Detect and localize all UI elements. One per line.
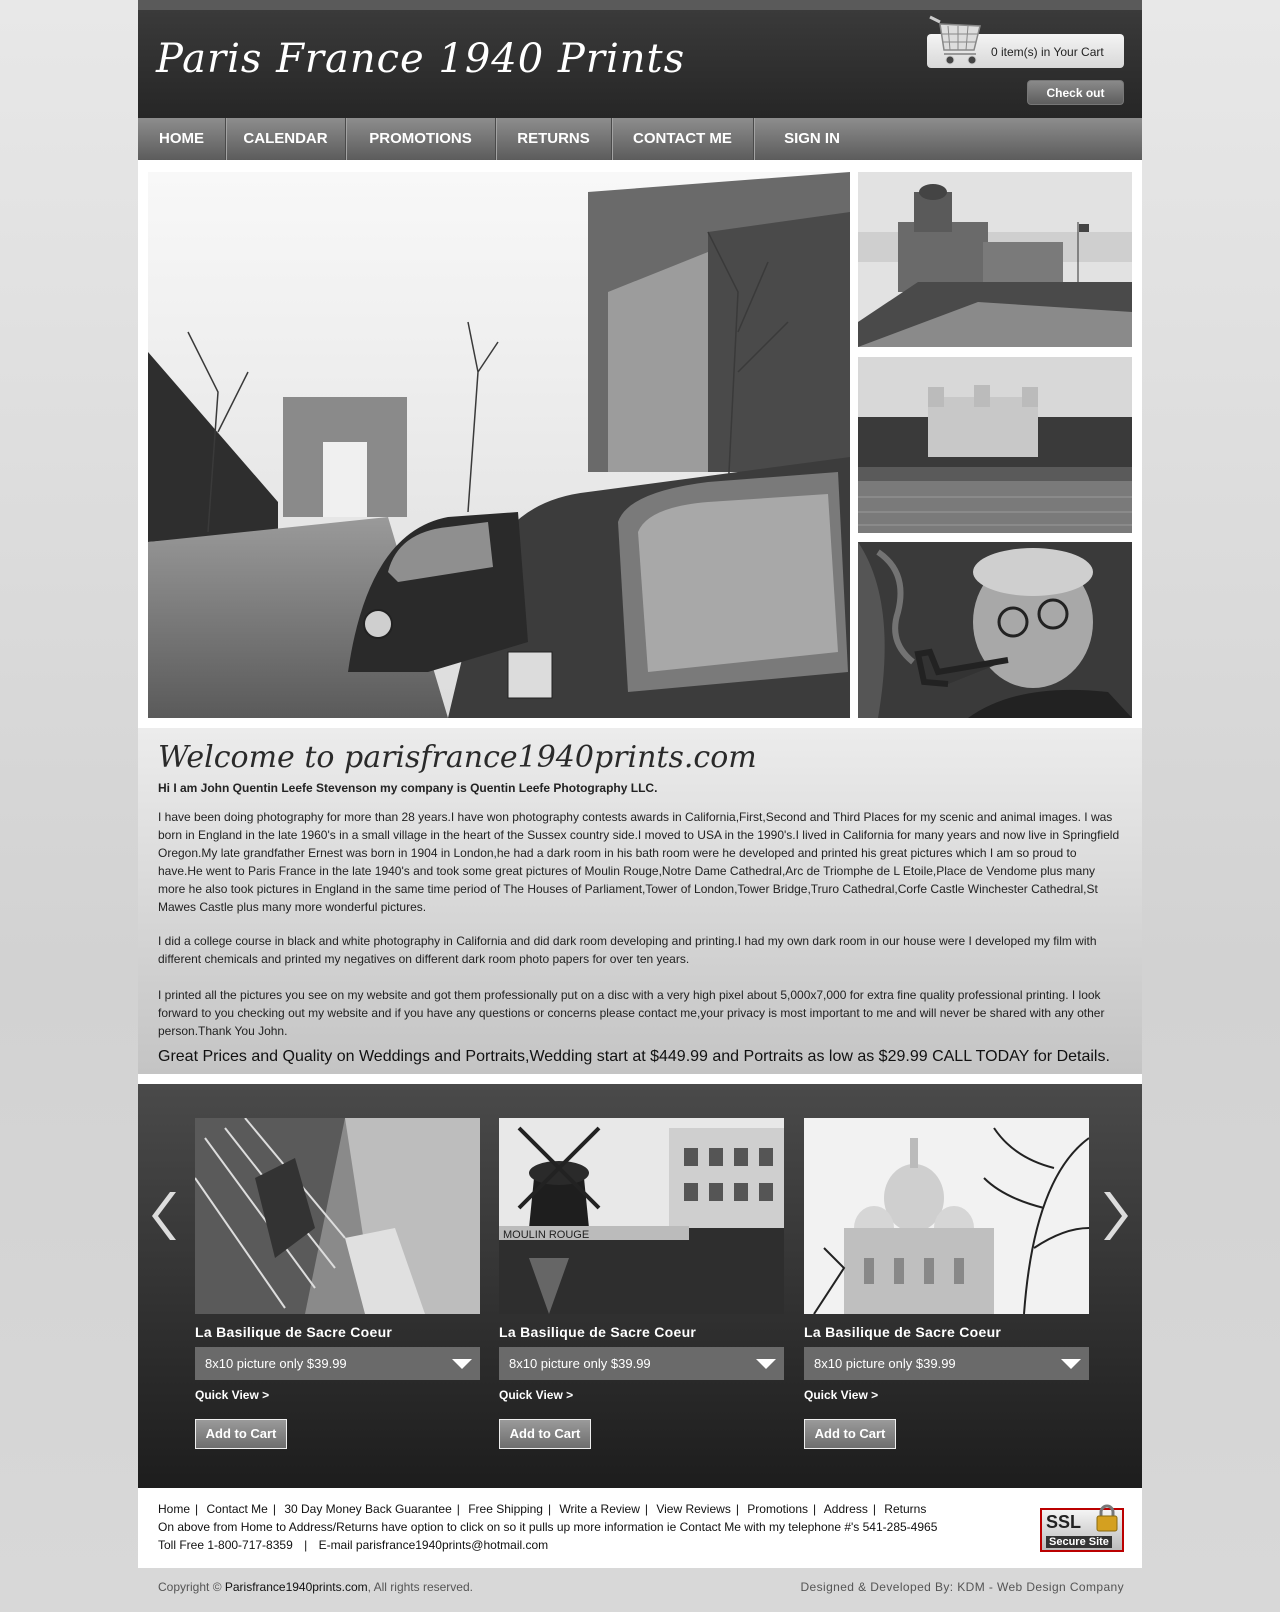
size-select[interactable] [499,1347,784,1380]
size-select-value: 8x10 picture only $39.99 [814,1356,956,1371]
ssl-badge-subtitle: Secure Site [1046,1536,1112,1548]
copyright-bar [138,1568,1142,1608]
hero-gallery [138,160,1142,728]
footer-link-address[interactable]: Address [823,1502,868,1516]
welcome-intro: Hi I am John Quentin Leefe Stevenson my company is Quentin Leefe Photography LLC. [158,781,658,795]
castle-photo [858,172,1132,347]
moulin-rouge-sign: MOULIN ROUGE [503,1229,590,1241]
copyright-text: Copyright © Parisfrance1940prints.com, All rights reserved. [158,1580,473,1594]
promo-banner-text: Great Prices and Quality on Weddings and Portraits,Wedding start at $449.99 and Portraits as low as $29.99 CALL TODAY for Details. [158,1048,1110,1065]
product-card [195,1118,480,1449]
site-footer [138,1488,1142,1568]
page [138,0,1142,1612]
hero-main-photo [148,172,850,718]
pipe-smoker-portrait-photo [858,542,1132,718]
nav-contact-me[interactable]: CONTACT ME [612,118,754,160]
footer-links: Home | Contact Me | 30 Day Money Back Guarantee | Free Shipping | Write a Review | View Reviews | Promotions | Address | Returns [158,1502,927,1516]
chevron-right-icon[interactable] [1098,1188,1130,1244]
add-to-cart-button[interactable]: Add to Cart [499,1419,591,1449]
footer-link-contact-me[interactable]: Contact Me [206,1502,268,1516]
chevron-down-icon[interactable] [756,1359,776,1369]
footer-link-free-shipping[interactable]: Free Shipping [468,1502,543,1516]
site-header [138,0,1142,118]
size-select[interactable] [804,1347,1089,1380]
shopping-cart-icon[interactable] [928,14,982,66]
quick-view-link[interactable]: Quick View > [499,1388,574,1402]
product-name[interactable]: La Basilique de Sacre Coeur [195,1324,393,1340]
toll-free-number: Toll Free 1-800-717-8359 [158,1538,293,1552]
ssl-badge[interactable] [1040,1508,1124,1552]
welcome-title: Welcome to parisfrance1940prints.com [158,740,757,775]
footer-link-view-reviews[interactable]: View Reviews [656,1502,731,1516]
main-nav [138,118,1142,160]
welcome-paragraph-3: I printed all the pictures you see on my website and got them professionally put on a disc with a very high pixel about 5,000x7,000 for extra fine quality professional printing. I look forward to you checking out my website and if you have any questions or concerns please contact me,your privacy is most important to me and will never be shared with any other person.Thank You John. [158,988,1105,1038]
product-image[interactable] [195,1118,480,1314]
designer-credit[interactable]: Designed & Developed By: KDM - Web Design Company [800,1580,1124,1594]
footer-link-write-review[interactable]: Write a Review [559,1502,640,1516]
size-select-value: 8x10 picture only $39.99 [509,1356,651,1371]
padlock-icon [1094,1504,1120,1532]
add-to-cart-button[interactable]: Add to Cart [804,1419,896,1449]
chevron-down-icon[interactable] [452,1359,472,1369]
checkout-button[interactable]: Check out [1027,80,1124,105]
footer-contact: Toll Free 1-800-717-8359 | E-mail parisfrance1940prints@hotmail.com [158,1538,549,1552]
copyright-site-link[interactable]: Parisfrance1940prints.com [224,1580,368,1594]
footer-link-guarantee[interactable]: 30 Day Money Back Guarantee [284,1502,452,1516]
footer-link-home[interactable]: Home [158,1502,191,1516]
site-logo[interactable]: Paris France 1940 Prints [156,36,686,82]
tower-of-london-photo [858,357,1132,533]
nav-promotions[interactable]: PROMOTIONS [346,118,496,160]
product-name[interactable]: La Basilique de Sacre Coeur [804,1324,1002,1340]
size-select[interactable] [195,1347,480,1380]
section-divider [138,1074,1142,1084]
nav-returns[interactable]: RETURNS [496,118,612,160]
product-card [804,1118,1089,1449]
footer-link-returns[interactable]: Returns [884,1502,927,1516]
product-name[interactable]: La Basilique de Sacre Coeur [499,1324,697,1340]
footer-link-promotions[interactable]: Promotions [747,1502,808,1516]
footer-info: On above from Home to Address/Returns have option to click on so it pulls up more information ie Contact Me with my telephone #'s 541-285-4965 [158,1520,938,1534]
nav-home[interactable]: HOME [138,118,226,160]
ssl-badge-title: SSL [1046,1512,1082,1532]
product-card [499,1118,784,1449]
chevron-down-icon[interactable] [1061,1359,1081,1369]
quick-view-link[interactable]: Quick View > [195,1388,270,1402]
product-carousel [138,1084,1142,1488]
nav-calendar[interactable]: CALENDAR [226,118,346,160]
product-image[interactable] [804,1118,1089,1314]
contact-email[interactable]: E-mail parisfrance1940prints@hotmail.com [318,1538,549,1552]
size-select-value: 8x10 picture only $39.99 [205,1356,347,1371]
cart-count-text[interactable]: 0 item(s) in Your Cart [991,45,1104,59]
add-to-cart-button[interactable]: Add to Cart [195,1419,287,1449]
product-image[interactable] [499,1118,784,1314]
quick-view-link[interactable]: Quick View > [804,1388,879,1402]
welcome-paragraph-1: I have been doing photography for more than 28 years.I have won photography contests awards in California,First,Second and Third Places for my scenic and animal images. I was born in England in the late 1960's in a small village in the heart of the Sussex country side.I moved to USA in the 1990's.I lived in California for many years and now live in Springfield Oregon.My late grandfather Ernest was born in 1904 in London,he had a dark room in his bath room were he developed and printed his great pictures which I am so proud to have.He went to Paris France in the late 1940's and took some great pictures of Moulin Rouge,Notre Dame Cathedral,Arc de Triomphe de L Etoile,Place de Vendome plus many more he also took pictures in England in the same time period of The Houses of Parliament,Tower of London,Tower Bridge,Truro Cathedral,Corfe Castle Winchester Cathedral,St Mawes Castle plus many more wonderful pictures. [158,810,1120,914]
nav-sign-in[interactable]: SIGN IN [784,130,840,147]
welcome-section [138,728,1142,1074]
welcome-paragraph-2: I did a college course in black and white photography in California and did dark room developing and printing.I had my own dark room in our house were I developed my film with different chemicals and printed my negatives on different dark room photo papers for over ten years. [158,934,1097,966]
chevron-left-icon[interactable] [150,1188,182,1244]
